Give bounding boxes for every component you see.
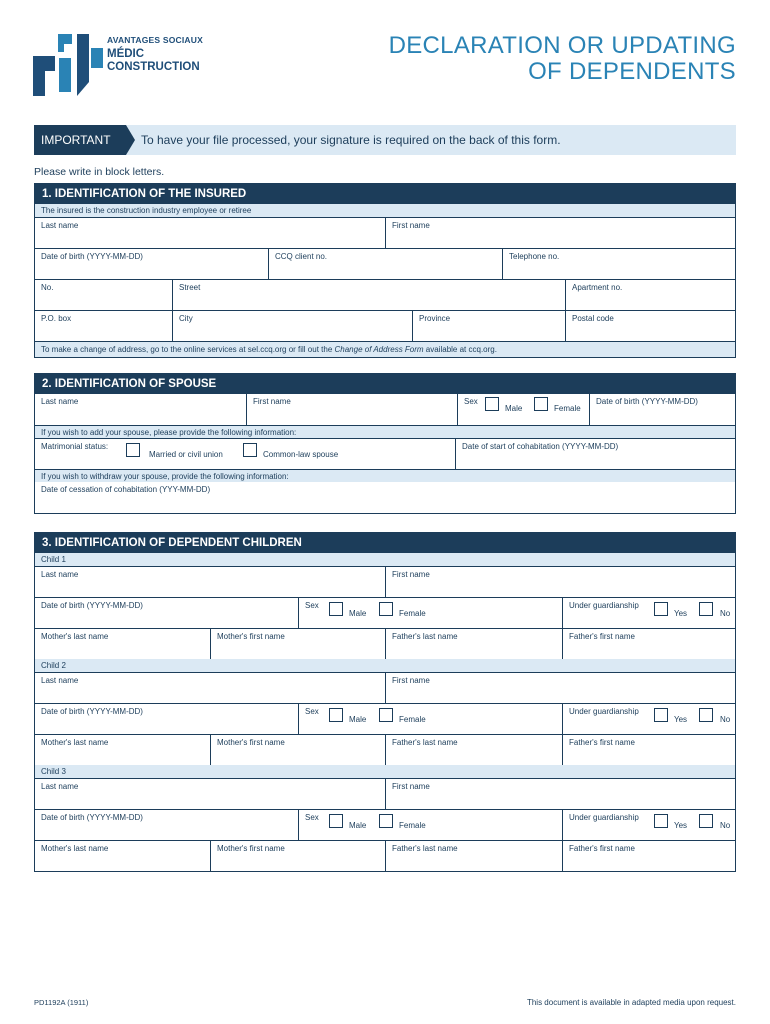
father-first-name-field[interactable]: [562, 735, 735, 765]
insured-last-name-field[interactable]: [35, 218, 385, 248]
insured-address-row: [35, 279, 735, 310]
female-label: Female: [554, 404, 581, 413]
father-last-name-field[interactable]: [385, 735, 562, 765]
field-label: Date of birth (YYYY-MM-DD): [41, 601, 143, 610]
note-text: To make a change of address, go to the online services at sel.ccq.org or fill out the: [41, 345, 335, 354]
field-label: Mother's first name: [217, 632, 285, 641]
field-label: Telephone no.: [509, 252, 560, 261]
field-label: No.: [41, 283, 54, 292]
block-letters-note: Please write in block letters.: [34, 166, 165, 178]
field-label: Father's last name: [392, 738, 458, 747]
insured-city-row: [35, 310, 735, 341]
field-label: City: [179, 314, 193, 323]
child-last-name-field[interactable]: [35, 779, 385, 809]
child-dob-row: [35, 597, 735, 628]
female-label: Female: [399, 715, 426, 724]
child-2-band: Child 2: [35, 659, 735, 672]
child-first-name-field[interactable]: [385, 673, 735, 703]
insured-first-name-field[interactable]: [385, 218, 735, 248]
brand-line-3: CONSTRUCTION: [107, 61, 200, 73]
child-male-checkbox[interactable]: [329, 708, 343, 722]
father-first-name-field[interactable]: [562, 841, 735, 871]
field-label: Date of cessation of cohabitation (YYY-MM-DD): [41, 485, 211, 494]
insured-city-field[interactable]: [172, 311, 412, 341]
insured-po-box-field[interactable]: [35, 311, 172, 341]
insured-telephone-field[interactable]: [502, 249, 735, 279]
guardianship-label: Under guardianship: [569, 707, 639, 716]
field-label: First name: [392, 570, 430, 579]
section-spouse: [34, 373, 736, 514]
field-label: Last name: [41, 221, 79, 230]
guardianship-no-checkbox[interactable]: [699, 814, 713, 828]
child-name-row: [35, 778, 735, 809]
mother-last-name-field[interactable]: [35, 841, 210, 871]
female-label: Female: [399, 821, 426, 830]
guardianship-no-checkbox[interactable]: [699, 708, 713, 722]
guardianship-yes-checkbox[interactable]: [654, 708, 668, 722]
child-last-name-field[interactable]: [35, 567, 385, 597]
child-guardianship-field: [562, 704, 735, 734]
child-female-checkbox[interactable]: [379, 708, 393, 722]
page-title: [389, 33, 736, 85]
spouse-female-checkbox[interactable]: [534, 397, 548, 411]
child-first-name-field[interactable]: [385, 567, 735, 597]
common-law-checkbox[interactable]: [243, 443, 257, 457]
field-label: First name: [392, 782, 430, 791]
field-label: Mother's last name: [41, 738, 109, 747]
sex-label: Sex: [305, 813, 319, 822]
no-label: No: [720, 821, 731, 830]
spouse-name-row: [35, 394, 735, 425]
form-code: PD1192A (1911): [34, 998, 89, 1007]
field-label: Mother's last name: [41, 632, 109, 641]
matrimonial-status-field: [35, 439, 455, 469]
insured-postal-code-field[interactable]: [565, 311, 735, 341]
field-label: Father's first name: [569, 738, 635, 747]
father-last-name-field[interactable]: [385, 629, 562, 659]
field-label: Mother's first name: [217, 844, 285, 853]
note-form-name: Change of Address Form: [334, 345, 424, 354]
title-line-2: OF DEPENDENTS: [528, 58, 736, 85]
mother-first-name-field[interactable]: [210, 735, 385, 765]
field-label: Mother's last name: [41, 844, 109, 853]
adapted-media-note: This document is available in adapted media upon request.: [526, 998, 736, 1007]
title-line-1: DECLARATION OR UPDATING: [388, 32, 736, 59]
sex-label: Sex: [464, 397, 478, 406]
child-sex-field: [298, 598, 562, 628]
insured-name-row: [35, 217, 735, 248]
field-label: Date of birth (YYYY-MM-DD): [41, 813, 143, 822]
field-label: Last name: [41, 570, 79, 579]
section-1-heading: 1. IDENTIFICATION OF THE INSURED: [35, 184, 735, 204]
child-dob-field[interactable]: [35, 704, 298, 734]
married-checkbox[interactable]: [126, 443, 140, 457]
insured-dob-field[interactable]: [35, 249, 268, 279]
child-parents-row: [35, 840, 735, 871]
field-label: Father's first name: [569, 632, 635, 641]
field-label: Mother's first name: [217, 738, 285, 747]
section-insured: [34, 183, 736, 358]
male-label: Male: [349, 715, 367, 724]
section-2-heading: 2. IDENTIFICATION OF SPOUSE: [35, 374, 735, 394]
field-label: Date of birth (YYYY-MM-DD): [596, 397, 698, 406]
child-sex-field: [298, 704, 562, 734]
section-children: [34, 532, 736, 872]
child-1-band: Child 1: [35, 553, 735, 566]
important-text: To have your file processed, your signature is required on the back of this form.: [141, 133, 561, 147]
married-label: Married or civil union: [149, 450, 223, 459]
children-list: [35, 553, 735, 871]
field-label: Date of birth (YYYY-MM-DD): [41, 707, 143, 716]
mother-last-name-field[interactable]: [35, 735, 210, 765]
cohabitation-end-field[interactable]: [35, 482, 735, 513]
cohabitation-start-field[interactable]: [455, 439, 735, 469]
note-text-end: available at ccq.org.: [423, 345, 497, 354]
father-last-name-field[interactable]: [385, 841, 562, 871]
field-label: First name: [392, 221, 430, 230]
important-tag: IMPORTANT: [34, 125, 126, 155]
mother-first-name-field[interactable]: [210, 841, 385, 871]
insured-band: The insured is the construction industry employee or retiree: [35, 204, 735, 217]
field-label: CCQ client no.: [275, 252, 328, 261]
sex-label: Sex: [305, 707, 319, 716]
field-label: Street: [179, 283, 201, 292]
field-label: Last name: [41, 397, 79, 406]
guardianship-label: Under guardianship: [569, 813, 639, 822]
brand-line-2: MÉDIC: [107, 47, 145, 60]
field-label: Last name: [41, 782, 79, 791]
field-label: Father's last name: [392, 844, 458, 853]
child-block: [35, 659, 735, 765]
child-dob-field[interactable]: [35, 810, 298, 840]
brand-name: [107, 34, 203, 74]
child-3-band: Child 3: [35, 765, 735, 778]
insured-ccq-field[interactable]: [268, 249, 502, 279]
spouse-sex-field: [457, 394, 589, 425]
yes-label: Yes: [674, 609, 688, 618]
child-name-row: [35, 566, 735, 597]
field-label: First name: [253, 397, 291, 406]
male-label: Male: [349, 821, 367, 830]
field-label: Postal code: [572, 314, 614, 323]
cohabitation-end-row: [35, 482, 735, 513]
common-law-label: Common-law spouse: [263, 450, 339, 459]
no-label: No: [720, 609, 731, 618]
spouse-dob-field[interactable]: [589, 394, 735, 425]
guardianship-yes-checkbox[interactable]: [654, 602, 668, 616]
female-label: Female: [399, 609, 426, 618]
address-change-note: [35, 341, 735, 357]
section-3-heading: 3. IDENTIFICATION OF DEPENDENT CHILDREN: [35, 533, 735, 553]
child-name-row: [35, 672, 735, 703]
field-label: Father's first name: [569, 844, 635, 853]
child-dob-row: [35, 809, 735, 840]
male-label: Male: [505, 404, 523, 413]
logo-mark-icon: [33, 34, 105, 98]
child-female-checkbox[interactable]: [379, 814, 393, 828]
field-label: Date of start of cohabitation (YYYY-MM-DD): [462, 442, 619, 451]
field-label: Last name: [41, 676, 79, 685]
child-guardianship-field: [562, 810, 735, 840]
field-label: Province: [419, 314, 451, 323]
spouse-withdraw-band: If you wish to withdraw your spouse, provide the following information:: [35, 469, 735, 482]
field-label: Date of birth (YYYY-MM-DD): [41, 252, 143, 261]
child-block: [35, 765, 735, 871]
spouse-add-band: If you wish to add your spouse, please provide the following information:: [35, 425, 735, 438]
child-last-name-field[interactable]: [35, 673, 385, 703]
field-label: Father's last name: [392, 632, 458, 641]
yes-label: Yes: [674, 821, 688, 830]
field-label: P.O. box: [41, 314, 72, 323]
guardianship-label: Under guardianship: [569, 601, 639, 610]
child-sex-field: [298, 810, 562, 840]
child-female-checkbox[interactable]: [379, 602, 393, 616]
child-male-checkbox[interactable]: [329, 814, 343, 828]
spouse-male-checkbox[interactable]: [485, 397, 499, 411]
guardianship-yes-checkbox[interactable]: [654, 814, 668, 828]
no-label: No: [720, 715, 731, 724]
guardianship-no-checkbox[interactable]: [699, 602, 713, 616]
mother-last-name-field[interactable]: [35, 629, 210, 659]
insured-no-field[interactable]: [35, 280, 172, 310]
matrimonial-label: Matrimonial status:: [41, 442, 109, 451]
spouse-last-name-field[interactable]: [35, 394, 246, 425]
father-first-name-field[interactable]: [562, 629, 735, 659]
insured-province-field[interactable]: [412, 311, 565, 341]
child-guardianship-field: [562, 598, 735, 628]
child-parents-row: [35, 734, 735, 765]
spouse-status-row: [35, 438, 735, 469]
field-label: Apartment no.: [572, 283, 623, 292]
insured-street-field[interactable]: [172, 280, 565, 310]
important-arrow-icon: [126, 125, 135, 155]
insured-dob-row: [35, 248, 735, 279]
child-first-name-field[interactable]: [385, 779, 735, 809]
mother-first-name-field[interactable]: [210, 629, 385, 659]
spouse-first-name-field[interactable]: [246, 394, 457, 425]
sex-label: Sex: [305, 601, 319, 610]
child-block: [35, 553, 735, 659]
child-dob-field[interactable]: [35, 598, 298, 628]
brand-line-1: AVANTAGES SOCIAUX: [107, 35, 203, 45]
insured-apartment-field[interactable]: [565, 280, 735, 310]
child-male-checkbox[interactable]: [329, 602, 343, 616]
male-label: Male: [349, 609, 367, 618]
child-parents-row: [35, 628, 735, 659]
field-label: First name: [392, 676, 430, 685]
child-dob-row: [35, 703, 735, 734]
yes-label: Yes: [674, 715, 688, 724]
logo: [33, 34, 203, 98]
